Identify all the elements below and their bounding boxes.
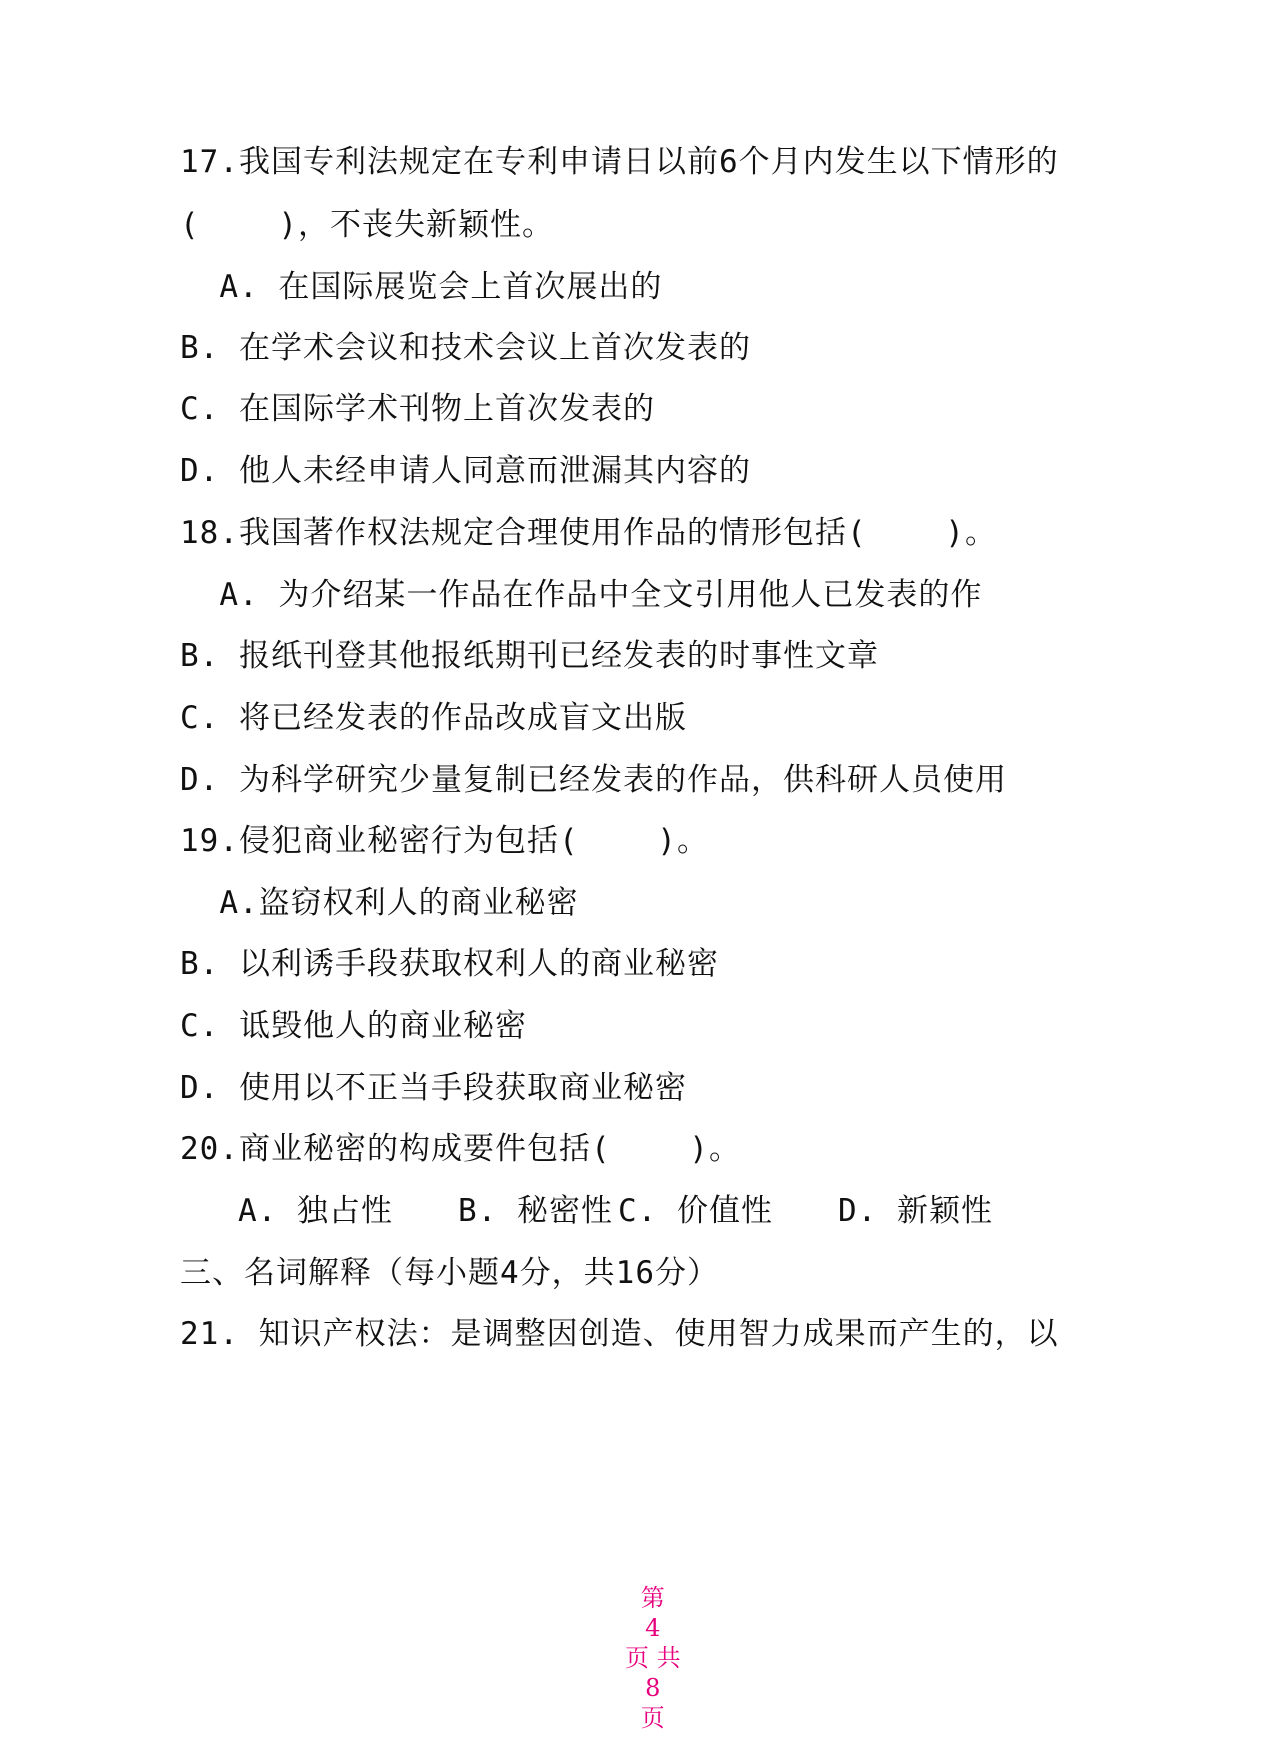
q18-option-b: B. 报纸刊登其他报纸期刊已经发表的时事性文章 (180, 638, 879, 674)
page-footer (0, 1553, 1275, 1763)
q17-option-b: B. 在学术会议和技术会议上首次发表的 (180, 330, 751, 366)
footer-suffix: 页 (640, 1704, 665, 1732)
footer-total-pages: 8 (645, 1674, 661, 1702)
q17-option-d: D. 他人未经申请人同意而泄漏其内容的 (180, 453, 751, 489)
q20-options-row (238, 1191, 993, 1231)
q18-option-d: D. 为科学研究少量复制已经发表的作品，供科研人员使用 (180, 762, 1007, 798)
q20-option-c: C. 价值性 (618, 1193, 773, 1229)
q18-option-c: C. 将已经发表的作品改成盲文出版 (180, 700, 687, 736)
q20-stem: 20.商业秘密的构成要件包括( )。 (180, 1131, 741, 1167)
q17-stem-line2: ( )，不丧失新颖性。 (180, 207, 554, 243)
q19-option-b: B. 以利诱手段获取权利人的商业秘密 (180, 946, 719, 982)
q20-option-d: D. 新颖性 (838, 1193, 993, 1229)
q19-option-d: D. 使用以不正当手段获取商业秘密 (180, 1070, 687, 1106)
q21-line: 21. 知识产权法：是调整因创造、使用智力成果而产生的，以 (180, 1316, 1059, 1352)
footer-prefix: 第 (640, 1584, 665, 1612)
q17-option-a: A. 在国际展览会上首次展出的 (180, 269, 663, 305)
q18-option-a: A. 为介绍某一作品在作品中全文引用他人已发表的作 (180, 577, 983, 613)
q19-option-a: A.盗窃权利人的商业秘密 (180, 885, 579, 921)
q19-option-c: C. 诋毁他人的商业秘密 (180, 1008, 527, 1044)
section-title: 三、名词解释（每小题4分，共16分） (180, 1255, 719, 1291)
q18-stem: 18.我国著作权法规定合理使用作品的情形包括( )。 (180, 515, 997, 551)
q19-stem: 19.侵犯商业秘密行为包括( )。 (180, 823, 709, 859)
q17-option-c: C. 在国际学术刊物上首次发表的 (180, 391, 655, 427)
q17-stem-line1: 17.我国专利法规定在专利申请日以前6个月内发生以下情形的 (180, 144, 1059, 180)
q20-option-b: B. 秘密性 (458, 1193, 613, 1229)
q20-option-a: A. 独占性 (238, 1193, 393, 1229)
footer-middle: 页 共 (624, 1644, 681, 1672)
footer-page-number: 4 (645, 1614, 661, 1642)
